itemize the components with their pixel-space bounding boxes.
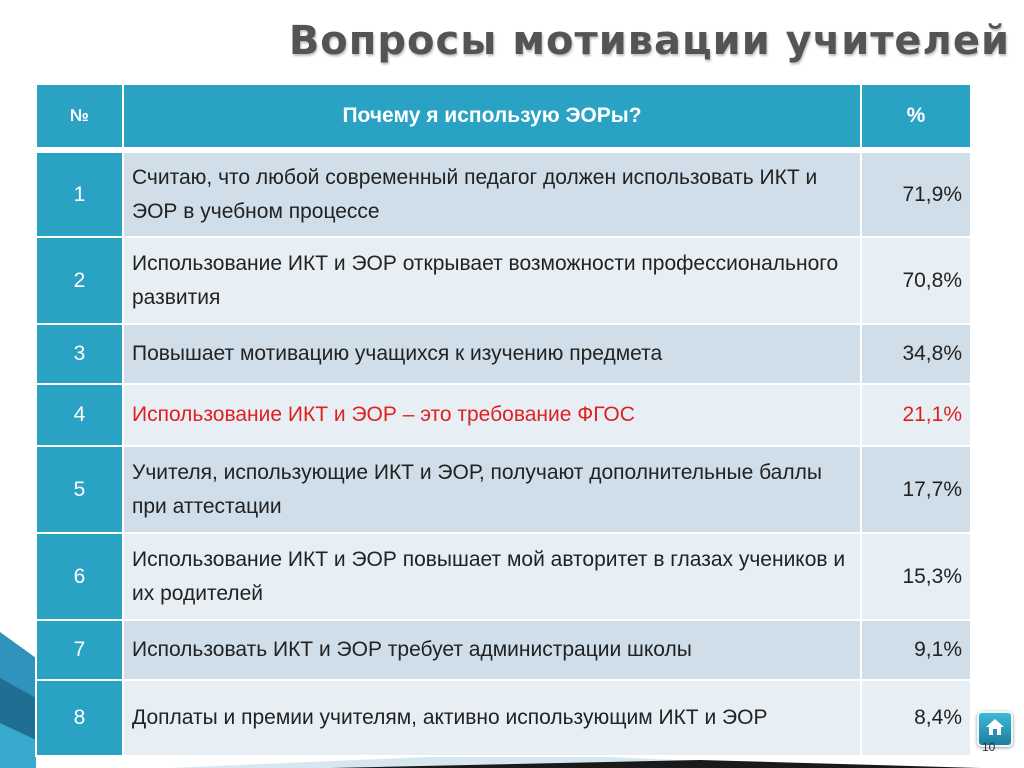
table-row: [36, 150, 971, 237]
row-text: Учителя, использующие ИКТ и ЭОР, получают дополнительные баллы при аттестации: [123, 446, 861, 533]
row-text: Повышает мотивацию учащихся к изучению предмета: [123, 324, 861, 384]
row-percent: 17,7%: [861, 446, 971, 533]
row-percent: 8,4%: [861, 680, 971, 756]
table-row: [36, 533, 971, 620]
table-header-row: [36, 84, 971, 150]
table-row: [36, 446, 971, 533]
row-number: 3: [36, 324, 123, 384]
home-icon: [984, 716, 1006, 738]
row-text: Использовать ИКТ и ЭОР требует администрации школы: [123, 620, 861, 680]
motivation-table: [35, 83, 972, 757]
table-row: [36, 680, 971, 756]
row-number: 2: [36, 237, 123, 324]
row-text: Доплаты и премии учителям, активно использующим ИКТ и ЭОР: [123, 680, 861, 756]
row-percent: 21,1%: [861, 384, 971, 446]
row-number: 1: [36, 150, 123, 237]
row-number: 5: [36, 446, 123, 533]
row-number: 7: [36, 620, 123, 680]
row-percent: 15,3%: [861, 533, 971, 620]
table-row: [36, 324, 971, 384]
row-number: 8: [36, 680, 123, 756]
row-number: 4: [36, 384, 123, 446]
header-percent: %: [861, 84, 971, 150]
table-row-highlighted: [36, 384, 971, 446]
row-percent: 34,8%: [861, 324, 971, 384]
row-text: Использование ИКТ и ЭОР повышает мой авторитет в глазах учеников и их родителей: [123, 533, 861, 620]
table-row: [36, 620, 971, 680]
table-row: [36, 237, 971, 324]
row-number: 6: [36, 533, 123, 620]
page-number: 10: [982, 740, 996, 754]
row-text: Использование ИКТ и ЭОР – это требование ФГОС: [123, 384, 861, 446]
row-percent: 71,9%: [861, 150, 971, 237]
header-number: №: [36, 84, 123, 150]
row-percent: 70,8%: [861, 237, 971, 324]
row-text: Использование ИКТ и ЭОР открывает возможности профессионального развития: [123, 237, 861, 324]
row-percent: 9,1%: [861, 620, 971, 680]
header-question: Почему я использую ЭОРы?: [123, 84, 861, 150]
row-text: Считаю, что любой современный педагог должен использовать ИКТ и ЭОР в учебном процессе: [123, 150, 861, 237]
slide-title: Вопросы мотивации учителей: [288, 18, 1010, 64]
